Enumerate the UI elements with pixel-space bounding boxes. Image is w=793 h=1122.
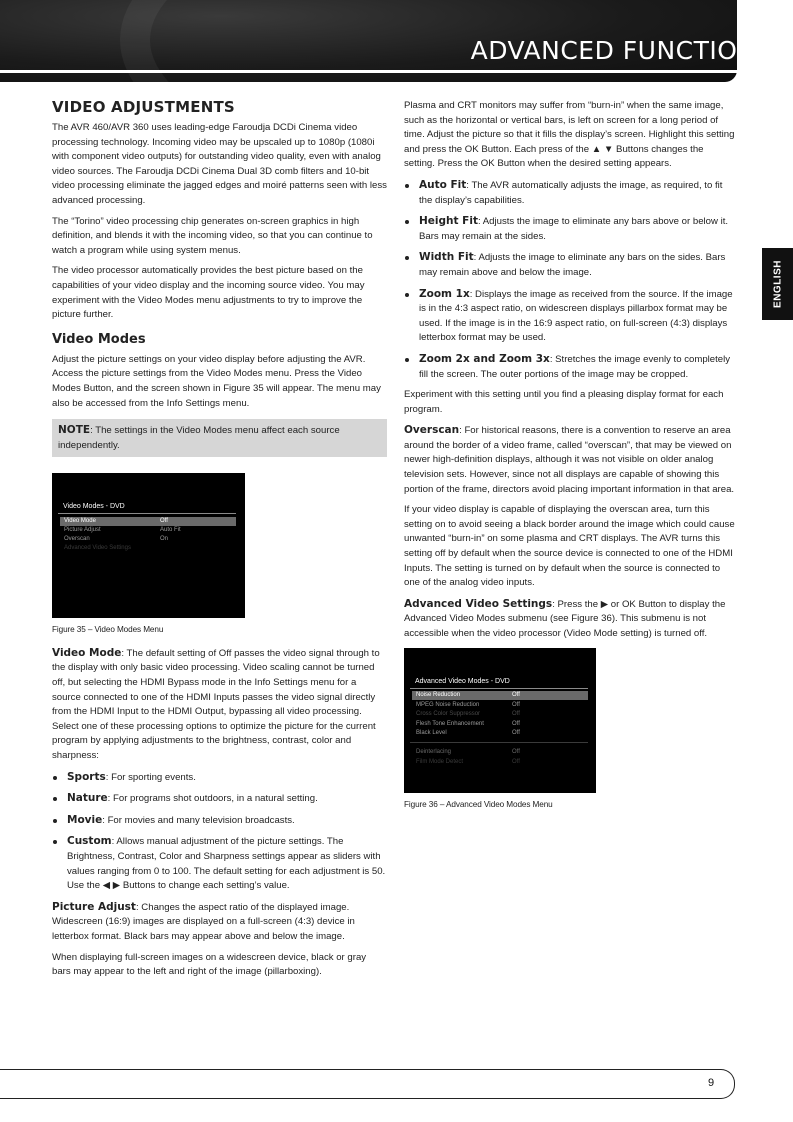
video-mode-options-list — [52, 770, 387, 894]
paragraph: Video Mode: The default setting of Off passes the video signal through to the display with only basic video processing. Video scaling cannot be turned off, but selecting the HDMI Bypass mode in the Info Settings menu for a source connected to one of the HDMI Inputs passes the video signal directly from the HDMI Input to the HDMI Output, bypassing all video processing. Select one of these processing options to optimize the picture for the current program by applying adjustments to the brightness, contrast, color and sharpness: — [52, 646, 380, 762]
menu-row: Overscan On — [64, 536, 169, 543]
page-number: 9 — [708, 1077, 715, 1089]
paragraph: If your video display is capable of displaying the overscan area, turn this setting on to avoid seeing a black border around the image which could cause unwanted “burn-in” on some plasma and CRT displays. The AVR turns this setting off by default when the source device is connected to one of the HDMI Inputs. The setting is turned on by default when the source is connected to one of the analog video inputs. — [404, 504, 735, 589]
menu-row: Video Mode Off — [60, 517, 236, 526]
list-item: Movie: For movies and many television broadcasts. — [52, 813, 387, 829]
term: Overscan — [404, 424, 460, 437]
note-text: : The settings in the Video Modes menu affect each source independently. — [58, 425, 340, 451]
page-footer-bar — [0, 1069, 735, 1099]
left-column — [52, 96, 387, 986]
figure-caption: Figure 35 – Video Modes Menu — [52, 625, 164, 635]
advanced-video-modes-menu-screenshot — [404, 648, 596, 793]
figure-caption: Figure 36 – Advanced Video Modes Menu — [404, 799, 553, 809]
language-tab-label: ENGLISH — [772, 260, 783, 308]
menu-row: Cross Color Suppressor Off — [416, 710, 520, 717]
video-modes-menu-screenshot — [52, 473, 245, 618]
menu-row: Noise Reduction Off — [412, 691, 588, 700]
menu-title: Advanced Video Modes - DVD — [415, 677, 510, 685]
list-item: Sports: For sporting events. — [52, 770, 387, 786]
picture-adjust-options-list — [404, 178, 736, 382]
menu-divider — [410, 742, 588, 743]
paragraph: Overscan: For historical reasons, there is a convention to reserve an area around the border of a video frame, called “overscan”, that may be viewed on newer high-definition displays, although it was not visible on older analog television sets. However, since not all displays are capable of showing this portion of the frame, directors avoid placing important information in that area. — [404, 424, 735, 495]
right-column — [404, 99, 736, 820]
language-tab — [762, 248, 793, 320]
paragraph: Advanced Video Settings: Press the ▶ or OK Button to display the Advanced Video Modes submenu (see Figure 36). This submenu is not accessible when the video processor (Video Mode setting) is turned off. — [404, 597, 726, 639]
note-term: NOTE — [58, 424, 91, 437]
list-item: Height Fit: Adjusts the image to eliminate any bars above or below it. Bars may remain at the sides. — [404, 214, 736, 244]
menu-row: MPEG Noise Reduction Off — [416, 701, 520, 708]
menu-row: Black Level Off — [416, 729, 520, 736]
term: Advanced Video Settings — [404, 597, 553, 610]
subsection-heading: Video Modes — [52, 331, 146, 347]
list-item: Nature: For programs shot outdoors, in a natural setting. — [52, 791, 387, 807]
list-item: Width Fit: Adjusts the image to eliminate any bars on the sides. Bars may remain above and below the image. — [404, 250, 736, 280]
list-item: Custom: Allows manual adjustment of the picture settings. The Brightness, Contrast, Color and Sharpness settings appear as sliders with values ranging from 0 to 100. The default setting for each adjustment is 50. Use the ◀ ▶ Buttons to change each setting’s value. — [52, 834, 387, 893]
paragraph: The “Torino” video processing chip generates on-screen graphics in high definition, and blends it with the incoming video, so that you can continue to watch a program while using system menus. — [52, 215, 373, 256]
menu-divider — [410, 688, 588, 689]
paragraph: Plasma and CRT monitors may suffer from “burn-in” when the same image, such as the horizontal or vertical bars, is left on screen for a long period of time. Adjust the picture so that it fills the display’s screen. Highlight this setting and press the OK Button. Each press of the ▲ ▼ Buttons changes the setting. Press the OK Button when the desired setting appears. — [404, 100, 735, 170]
paragraph: Picture Adjust: Changes the aspect ratio of the displayed image. Widescreen (16:9) images are displayed on a full-screen (4:3) device in letterbox format. Black bars may appear above and below the image. — [52, 900, 355, 942]
menu-row: Advanced Video Settings — [64, 545, 131, 552]
note-box — [52, 419, 387, 457]
paragraph: When displaying full-screen images on a widescreen device, black or gray bars may appear to the left and right of the image (pillarboxing). — [52, 951, 367, 978]
term: Video Mode — [52, 646, 122, 659]
paragraph: Adjust the picture settings on your video display before adjusting the AVR. Access the picture settings from the Video Modes menu. Press the Video Modes Button, and the screen shown in Figure 35 will appear. The menu may also be accessed from the Info Settings menu. — [52, 353, 381, 409]
menu-divider — [58, 513, 236, 514]
page-title: ADVANCED FUNCTIONS — [470, 36, 773, 65]
list-item: Zoom 2x and Zoom 3x: Stretches the image evenly to completely fill the screen. The outer portions of the image may be cropped. — [404, 352, 736, 382]
paragraph: Experiment with this setting until you find a pleasing display format for each program. — [404, 389, 724, 415]
paragraph: The video processor automatically provides the best picture based on the capabilities of your video display and the incoming source video. You may experiment with the Video Modes menu adjustments to try to improve the picture further. — [52, 265, 365, 321]
menu-row: Flesh Tone Enhancement Off — [416, 720, 520, 727]
menu-title: Video Modes - DVD — [63, 503, 125, 511]
list-item: Auto Fit: The AVR automatically adjusts the image, as required, to fit the display’s capabilities. — [404, 178, 736, 208]
header-rule — [0, 70, 737, 73]
list-item: Zoom 1x: Displays the image as received from the source. If the image is in the 4:3 aspect ratio, on widescreen displays pillarbox format may be used. If the image is in the 16:9 aspect ratio, on full-screen (4:3) displays letterbox format may be used. — [404, 287, 736, 346]
section-heading: VIDEO ADJUSTMENTS — [52, 98, 235, 116]
term: Picture Adjust — [52, 900, 136, 913]
paragraph: The AVR 460/AVR 360 uses leading-edge Faroudja DCDi Cinema video processing technology. Incoming video may be upscaled up to 1080p (1080i with component video outputs) for outstanding video quality, even with analog video sources. The Faroudja DCDi Cinema Dual 3D comb filters and 10-bit video processing eliminate the jagged edges and moiré patterns seen with less advanced processing. — [52, 122, 387, 206]
menu-row: Picture Adjust Auto Fit — [64, 527, 181, 534]
menu-row: Deinterlacing Off — [416, 748, 520, 755]
menu-row: Film Mode Detect Off — [416, 758, 520, 765]
